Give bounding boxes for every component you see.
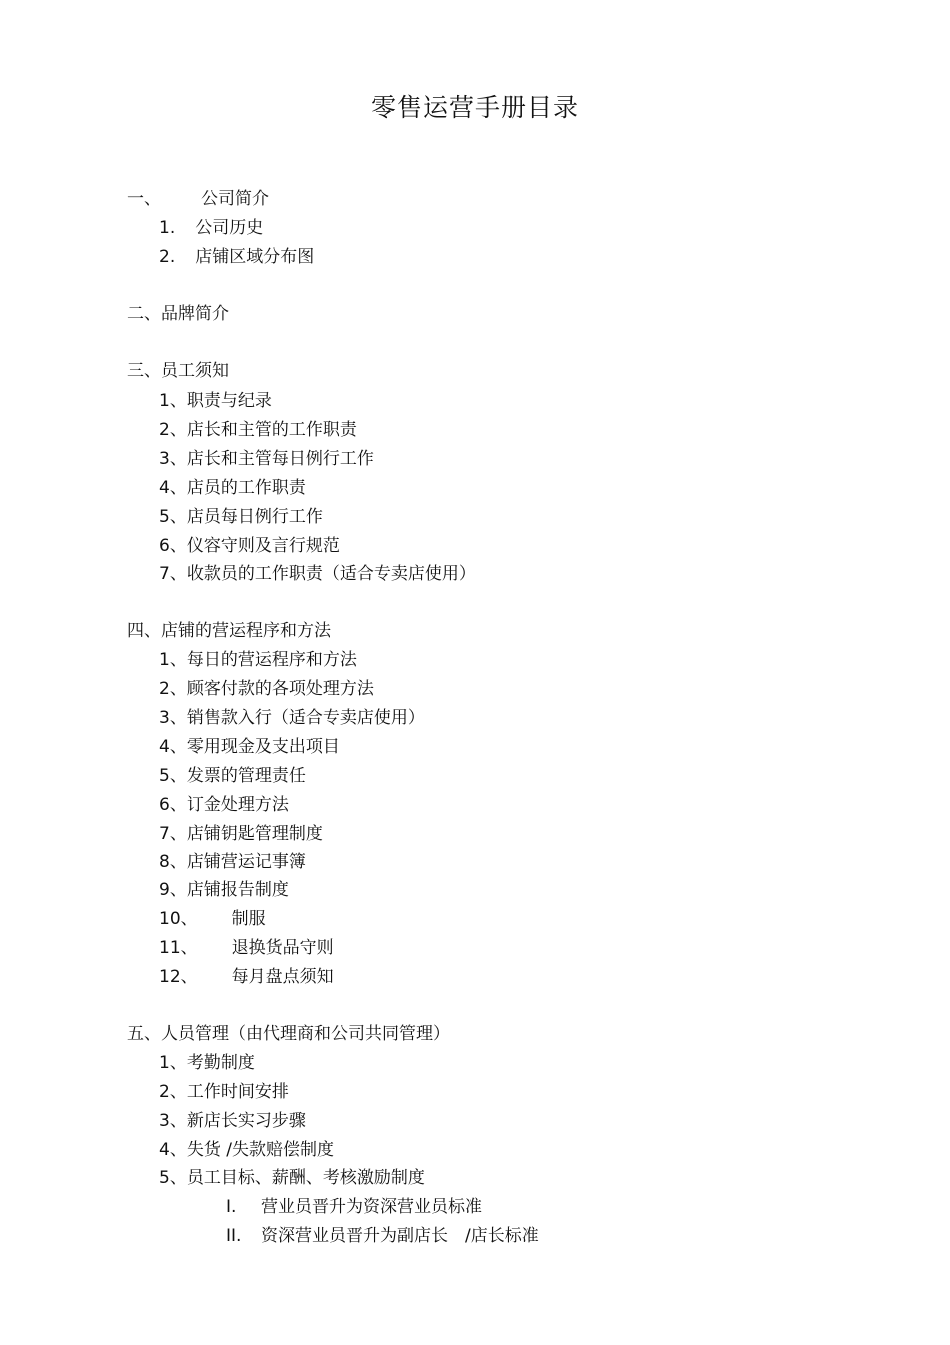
item-label: 店长和主管的工作职责 <box>186 420 357 440</box>
section-marker: 二、 <box>127 304 161 324</box>
item-label: 顾客付款的各项处理方法 <box>186 679 374 699</box>
item-marker: 6、 <box>159 795 187 815</box>
list-item <box>159 850 306 874</box>
list-item <box>159 389 272 413</box>
list-item <box>159 1109 306 1133</box>
sub-item-marker: II. <box>226 1226 242 1246</box>
document-title: 零售运营手册目录 <box>370 93 579 122</box>
item-label: 店员的工作职责 <box>186 478 306 498</box>
item-label: 店铺报告制度 <box>186 880 289 900</box>
list-item <box>159 505 323 529</box>
list-item <box>159 418 357 442</box>
item-label: 店员每日例行工作 <box>186 507 323 527</box>
item-marker: 2、 <box>159 679 187 699</box>
item-marker: 7、 <box>159 564 187 584</box>
item-marker: 4、 <box>159 737 187 757</box>
item-marker: 11、 <box>159 938 198 958</box>
section-marker: 五、 <box>127 1024 161 1044</box>
list-item <box>159 735 340 759</box>
section-heading <box>127 619 331 643</box>
list-item <box>159 447 374 471</box>
item-marker: 1. <box>159 218 176 238</box>
list-item <box>159 534 340 558</box>
list-item <box>159 1138 334 1162</box>
list-item <box>159 936 334 960</box>
item-marker: 5、 <box>159 1168 187 1188</box>
section-label: 员工须知 <box>161 361 229 381</box>
item-marker: 1、 <box>159 650 187 670</box>
item-label: 销售款入行（适合专卖店使用） <box>186 708 425 728</box>
list-item <box>159 878 289 902</box>
section-heading <box>127 187 269 211</box>
list-item <box>159 562 476 586</box>
item-marker: 3、 <box>159 449 187 469</box>
item-label: 职责与纪录 <box>186 391 272 411</box>
item-marker: 5、 <box>159 766 187 786</box>
item-label: 每月盘点须知 <box>231 967 334 987</box>
item-label: 每日的营运程序和方法 <box>186 650 357 670</box>
list-item <box>159 907 266 931</box>
sub-list-item <box>226 1224 539 1248</box>
item-label: 工作时间安排 <box>186 1082 289 1102</box>
item-label: 员工目标、薪酬、考核激励制度 <box>186 1168 425 1188</box>
item-label: 失货 /失款赔偿制度 <box>186 1140 334 1160</box>
list-item <box>159 476 306 500</box>
item-marker: 12、 <box>159 967 198 987</box>
list-item <box>159 677 374 701</box>
sub-item-marker: I. <box>226 1197 237 1217</box>
list-item <box>159 764 306 788</box>
item-marker: 3、 <box>159 1111 187 1131</box>
list-item <box>159 245 314 269</box>
item-label: 零用现金及支出项目 <box>186 737 340 757</box>
section-marker: 四、 <box>127 621 161 641</box>
item-label: 制服 <box>231 909 266 929</box>
sub-item-label: 营业员晋升为资深营业员标准 <box>261 1197 482 1217</box>
list-item <box>159 1080 289 1104</box>
section-marker: 一、 <box>127 189 161 209</box>
item-marker: 9、 <box>159 880 187 900</box>
section-heading <box>127 1022 450 1046</box>
sub-list-item <box>226 1195 482 1219</box>
list-item <box>159 1051 255 1075</box>
list-item <box>159 822 323 846</box>
list-item <box>159 965 334 989</box>
item-marker: 6、 <box>159 536 187 556</box>
item-label: 退换货品守则 <box>231 938 334 958</box>
section-marker: 三、 <box>127 361 161 381</box>
item-marker: 5、 <box>159 507 187 527</box>
item-label: 公司历史 <box>195 218 264 238</box>
item-label: 仪容守则及言行规范 <box>186 536 340 556</box>
item-marker: 2. <box>159 247 176 267</box>
list-item <box>159 648 357 672</box>
section-heading <box>127 359 229 383</box>
item-marker: 3、 <box>159 708 187 728</box>
list-item <box>159 1166 425 1190</box>
section-label: 人员管理（由代理商和公司共同管理） <box>161 1024 450 1044</box>
item-label: 订金处理方法 <box>186 795 289 815</box>
item-label: 店铺区域分布图 <box>195 247 315 267</box>
item-marker: 8、 <box>159 852 187 872</box>
item-label: 新店长实习步骤 <box>186 1111 306 1131</box>
item-marker: 2、 <box>159 420 187 440</box>
item-marker: 7、 <box>159 824 187 844</box>
list-item <box>159 216 263 240</box>
item-marker: 4、 <box>159 478 187 498</box>
item-marker: 1、 <box>159 1053 187 1073</box>
sub-item-label: 资深营业员晋升为副店长 /店长标准 <box>261 1226 539 1246</box>
section-label: 品牌简介 <box>161 304 229 324</box>
list-item <box>159 793 289 817</box>
section-label: 店铺的营运程序和方法 <box>161 621 331 641</box>
item-label: 店铺营运记事簿 <box>186 852 306 872</box>
section-heading <box>127 302 229 326</box>
item-marker: 2、 <box>159 1082 187 1102</box>
item-label: 发票的管理责任 <box>186 766 306 786</box>
item-marker: 1、 <box>159 391 187 411</box>
item-label: 店铺钥匙管理制度 <box>186 824 323 844</box>
item-label: 考勤制度 <box>186 1053 255 1073</box>
item-label: 收款员的工作职责（适合专卖店使用） <box>186 564 476 584</box>
item-marker: 4、 <box>159 1140 187 1160</box>
list-item <box>159 706 425 730</box>
item-label: 店长和主管每日例行工作 <box>186 449 374 469</box>
section-label: 公司简介 <box>201 189 269 209</box>
item-marker: 10、 <box>159 909 198 929</box>
